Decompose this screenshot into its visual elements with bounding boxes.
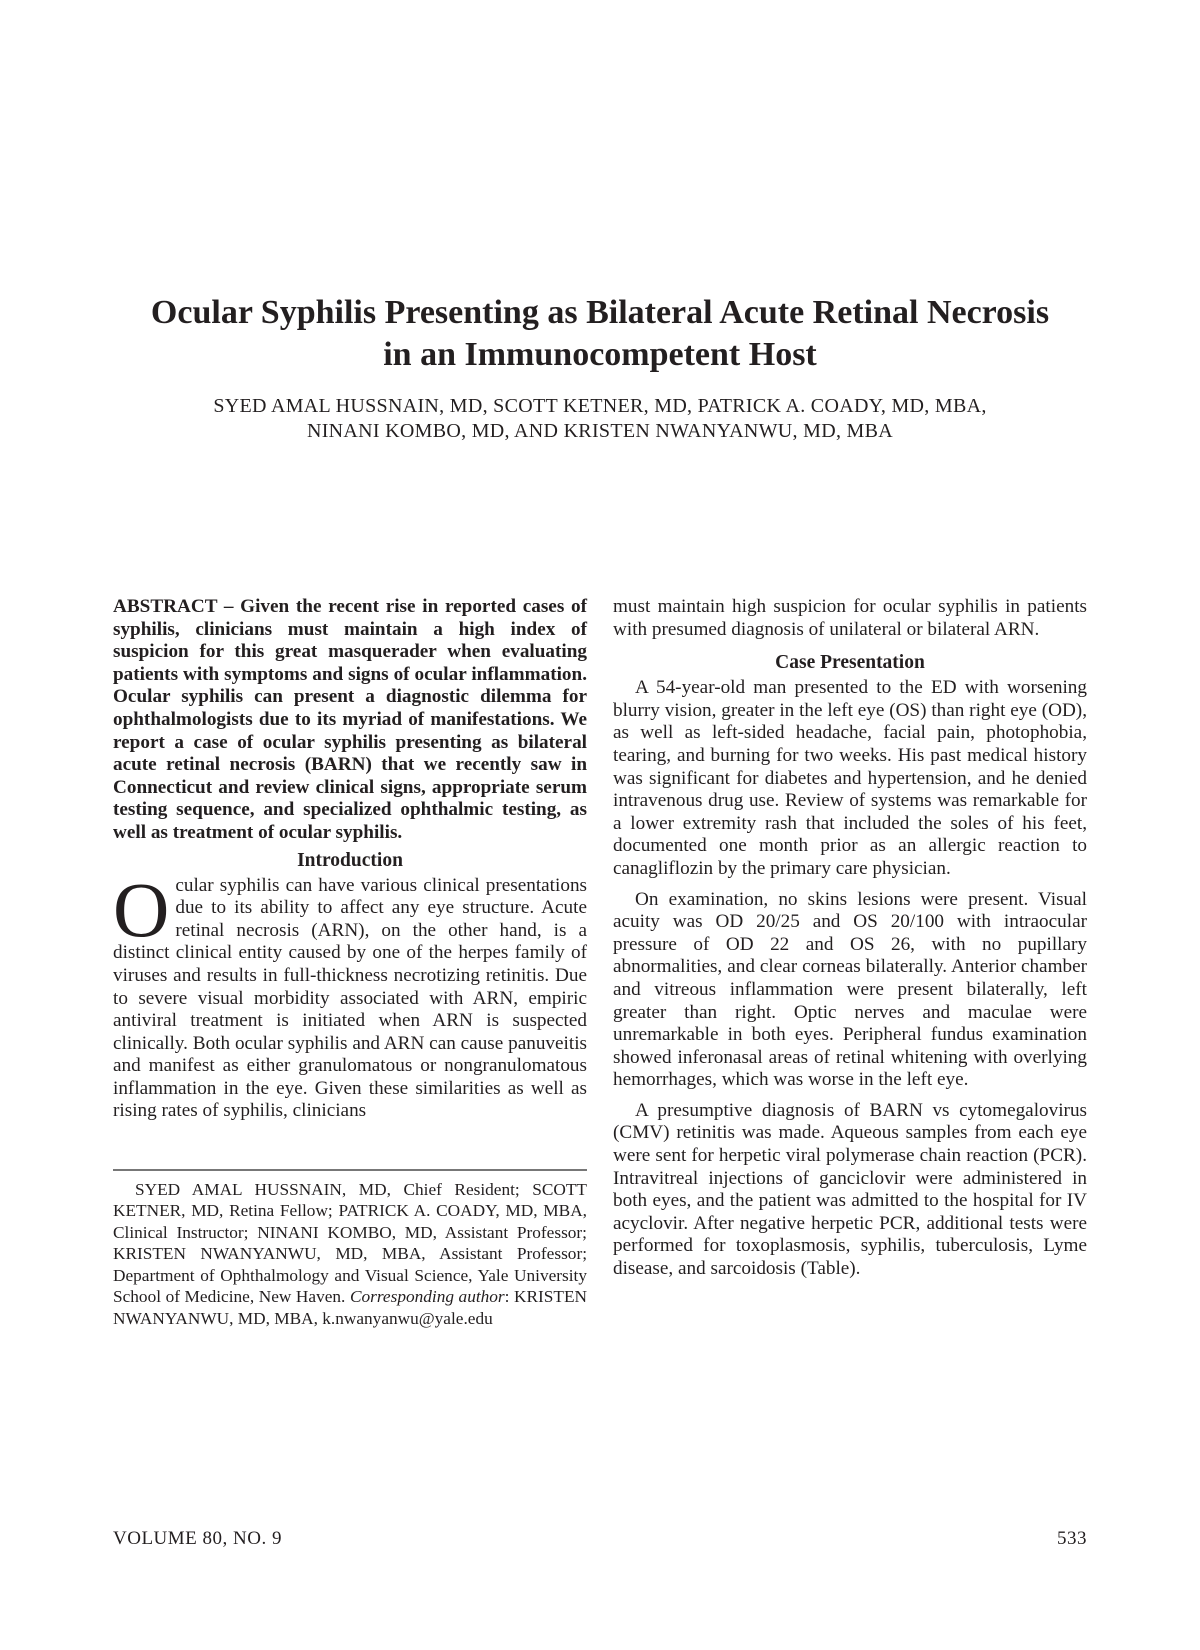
affiliations-text: SYED AMAL HUSSNAIN, MD, Chief Resident; SCOTT KETNER, MD, Retina Fellow; PATRICK A. COADY, MD, MBA, Clinical Instructor; NINANI KOMBO, MD, Assistant Professor; KRISTEN NWANYANWU, MD, MBA, Assistant Professor; Department of Ophthalmology and Visual Science, Yale University School of Medicine, New Haven. xyxy=(113,1180,587,1307)
author-list xyxy=(60,394,1140,444)
title-line-1: Ocular Syphilis Presenting as Bilateral Acute Retinal Necrosis xyxy=(150,294,1050,331)
volume-label: VOLUME 80, NO. 9 xyxy=(113,1528,282,1549)
article-title xyxy=(60,292,1140,376)
case-presentation-heading: Case Presentation xyxy=(775,652,925,674)
introduction-paragraph xyxy=(113,865,587,1124)
case-paragraph-1: A 54-year-old man presented to the ED with worsening blurry vision, greater in the left eye (OS) than right eye (OD), as well as left-sided headache, facial pain, photophobia, tearing, and burning for two weeks. His past medical history was significant for diabetes and hypertension, and he denied intravenous drug use. Review of systems was remarkable for a lower extremity rash that included the soles of his feet, documented one month prior as an allergic reaction to canagliflozin by the primary care physician. xyxy=(613,677,1087,879)
case-paragraph-3: A presumptive diagnosis of BARN vs cytomegalovirus (CMV) retinitis was made. Aqueous samples from each eye were sent for herpetic viral polymerase chain reaction (PCR). Intravitreal injections of ganciclovir were administered in both eyes, and the patient was admitted to the hospital for IV acyclovir. After negative herpetic PCR, additional tests were performed for toxoplasmosis, syphilis, tuberculosis, Lyme disease, and sarcoidosis (Table). xyxy=(613,1099,1087,1280)
authors-line-2: NINANI KOMBO, MD, AND KRISTEN NWANYANWU, MD, MBA xyxy=(306,420,894,442)
abstract: ABSTRACT – Given the recent rise in reported cases of syphilis, clinicians must maintain a high index of suspicion for this great masquerader when evaluating patients with symptoms and signs of ocular inflammation. Ocular syphilis can present a diagnostic dilemma for ophthalmologists due to its myriad of manifestations. We report a case of ocular syphilis presenting as bilateral acute retinal necrosis (BARN) that we recently saw in Connecticut and review clinical signs, appropriate serum testing sequence, and specialized ophthalmic testing, as well as treatment of ocular syphilis. xyxy=(113,596,587,843)
page-number: 533 xyxy=(1057,1528,1087,1549)
left-column xyxy=(113,596,587,1329)
corresponding-author-label: Corresponding author xyxy=(349,1287,505,1307)
introduction-heading: Introduction xyxy=(297,849,403,871)
right-column xyxy=(613,596,1087,1281)
footnote-divider xyxy=(113,1169,587,1171)
corresponding-author: : KRISTEN NWANYANWU, MD, MBA, k.nwanyanwu@yale.edu xyxy=(113,1287,587,1328)
authors-line-1: SYED AMAL HUSSNAIN, MD, SCOTT KETNER, MD, PATRICK A. COADY, MD, MBA, xyxy=(213,395,987,417)
case-paragraph-2: On examination, no skins lesions were present. Visual acuity was OD 20/25 and OS 20/100 with intraocular pressure of OD 22 and OS 26, with no pupillary abnormalities, and clear corneas bilaterally. Anterior chamber and vitreous inflammation were present bilaterally, left greater than right. Optic nerves and maculae were unremarkable in both eyes. Peripheral fundus examination showed inferonasal areas of retinal whitening with overlying hemorrhages, which was worse in the left eye. xyxy=(613,888,1087,1091)
title-line-2: in an Immunocompetent Host xyxy=(383,336,817,373)
drop-cap: O xyxy=(113,865,170,953)
introduction-text: cular syphilis can have various clinical presentations due to its ability to affect any eye structure. Acute retinal necrosis (ARN), on the other hand, is a distinct clinical entity caused by one of the herpes family of viruses and results in full-thickness necrotizing retinitis. Due to severe visual morbidity associated with ARN, empiric antiviral treatment is initiated when ARN is suspected clinically. Both ocular syphilis and ARN can cause panuveitis and manifest as either granulomatous or nongranulomatous inflammation in the eye. Given these similarities as well as rising rates of syphilis, clinicians xyxy=(113,874,587,1122)
author-affiliations xyxy=(113,1179,587,1329)
introduction-continued: must maintain high suspicion for ocular syphilis in patients with presumed diagnosis of unilateral or bilateral ARN. xyxy=(613,596,1087,640)
